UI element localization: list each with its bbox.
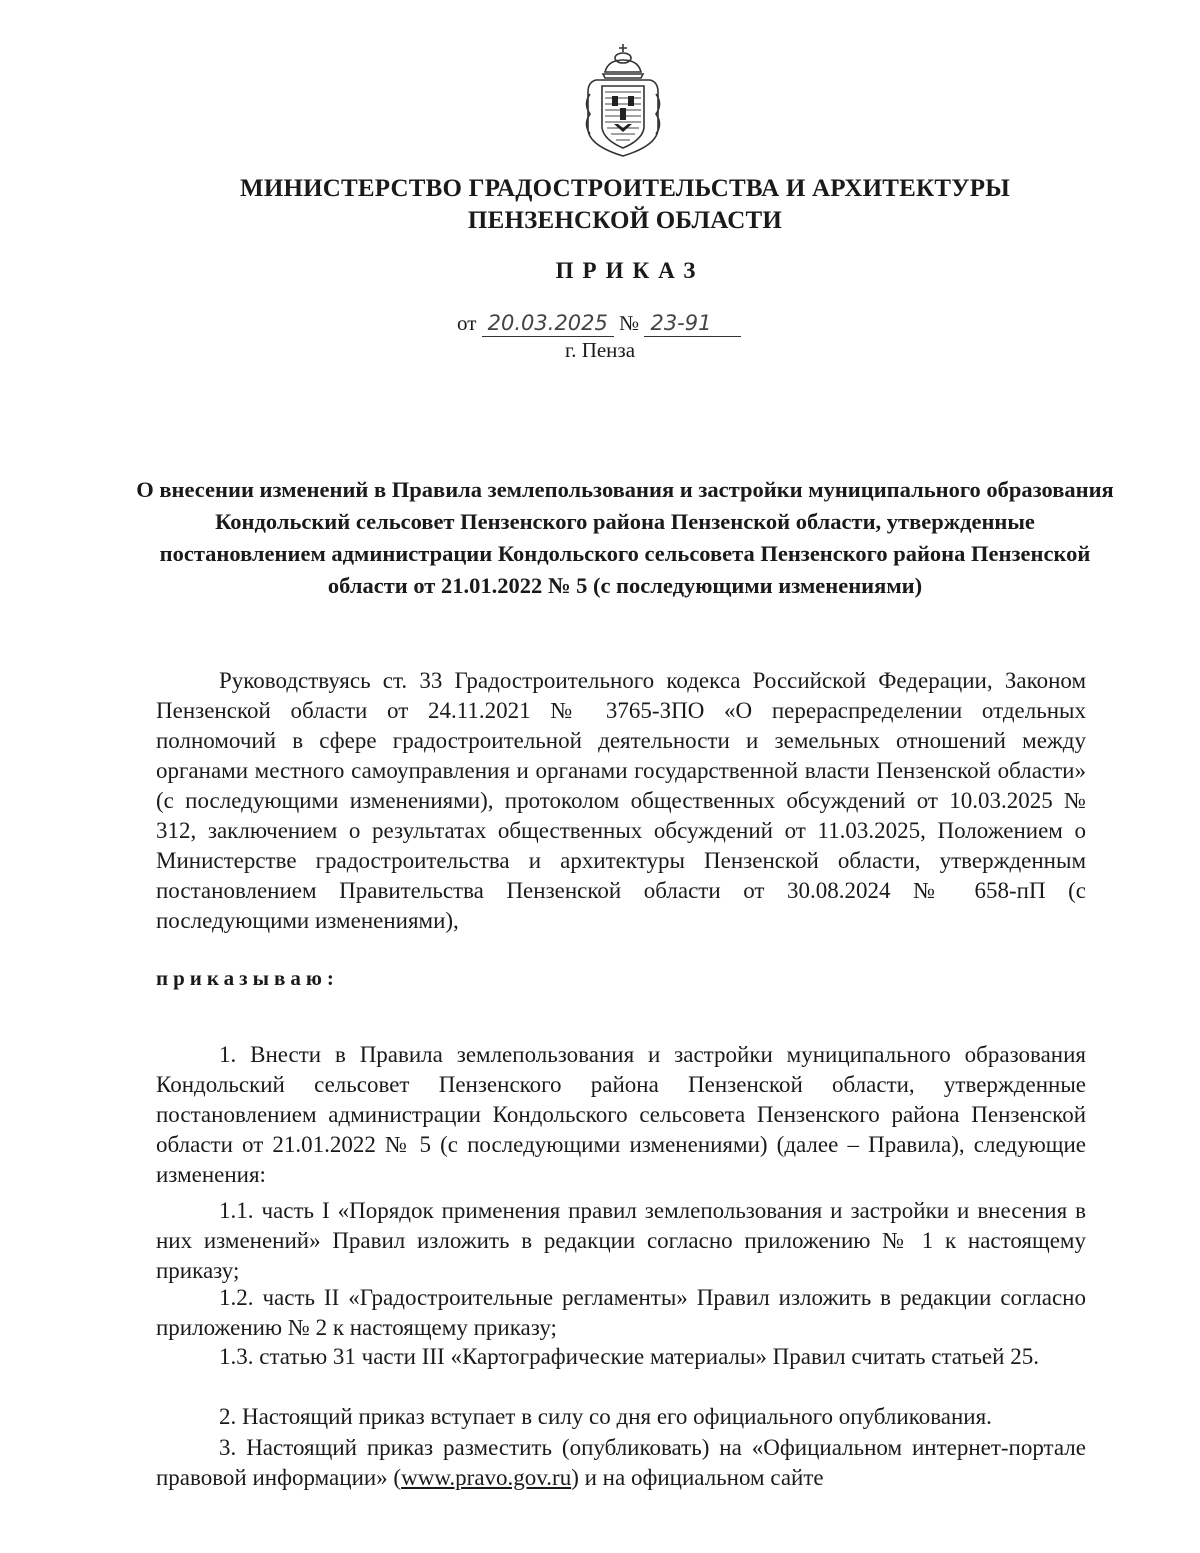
order-date-handwritten: 20.03.2025 bbox=[482, 310, 614, 337]
item-1-paragraph: 1. Внести в Правила землепользования и застройки муниципального образования Кондольский сельсовет Пензенского района Пензенской области, утвержденные постановлением администрации Кондольского сельсовета Пензенского района Пензенской области от 21.01.2022 № 5 (с последующими изменениями) (далее – Правила), следующие изменения: bbox=[156, 1042, 1086, 1187]
item-3-paragraph bbox=[156, 1433, 1086, 1493]
penza-coat-of-arms-icon bbox=[578, 42, 668, 162]
preamble-paragraph: Руководствуясь ст. 33 Градостроительного кодекса Российской Федерации, Законом Пензенской области от 24.11.2021 № 3765-ЗПО «О перераспределении отдельных полномочий в сфере градостроительной деятельности и земельных отношений между органами местного самоуправления и органами государственной власти Пензенской области» (с последующими изменениями), протоколом общественных обсуждений от 10.03.2025 № 312, заключением о результатах общественных обсуждений от 11.03.2025, Положением о Министерстве градостроительства и архитектуры Пензенской области, утвержденным постановлением Правительства Пензенской области от 30.08.2024 № 658-пП (с последующими изменениями), bbox=[156, 668, 1086, 933]
item-3-text-before: 3. Настоящий приказ разместить (опубликовать) на «Официальном интернет-портале правовой информации» ( bbox=[156, 1435, 1086, 1490]
decree-word: приказываю: bbox=[156, 966, 339, 990]
order-date-number-line bbox=[457, 308, 741, 338]
item-3-text-after: ) и на официальном сайте bbox=[571, 1465, 824, 1490]
item-2-paragraph: 2. Настоящий приказ вступает в силу со дня его официального опубликования. bbox=[219, 1404, 992, 1429]
city: г. Пенза bbox=[564, 338, 636, 362]
order-subject-title: О внесении изменений в Правила землепользования и застройки муниципального образования Кондольский сельсовет Пензенского района Пензенской области, утвержденные постановлением администрации Кондольского сельсовета Пензенского района Пензенской области от 21.01.2022 № 5 (с последующими изменениями) bbox=[136, 477, 1114, 598]
ministry-name-line-1: МИНИСТЕРСТВО ГРАДОСТРОИТЕЛЬСТВА И АРХИТЕКТУРЫ bbox=[240, 175, 1010, 202]
ministry-name-line-2: ПЕНЗЕНСКОЙ ОБЛАСТИ bbox=[467, 207, 783, 234]
number-prefix: № bbox=[619, 311, 640, 335]
order-number-handwritten: 23-91 bbox=[644, 310, 741, 337]
date-prefix: от bbox=[457, 311, 477, 335]
document-type: ПРИКАЗ bbox=[555, 258, 705, 283]
item-1-3-paragraph: 1.3. статью 31 части III «Картографические материалы» Правил считать статьей 25. bbox=[219, 1344, 1039, 1369]
item-1-2-paragraph: 1.2. часть II «Градостроительные регламенты» Правил изложить в редакции согласно приложению № 2 к настоящему приказу; bbox=[156, 1285, 1086, 1340]
item-1-1-paragraph: 1.1. часть I «Порядок применения правил землепользования и застройки и внесения в них изменений» Правил изложить в редакции согласно приложению № 1 к настоящему приказу; bbox=[156, 1198, 1086, 1283]
pravo-gov-link[interactable]: www.pravo.gov.ru bbox=[401, 1465, 572, 1490]
